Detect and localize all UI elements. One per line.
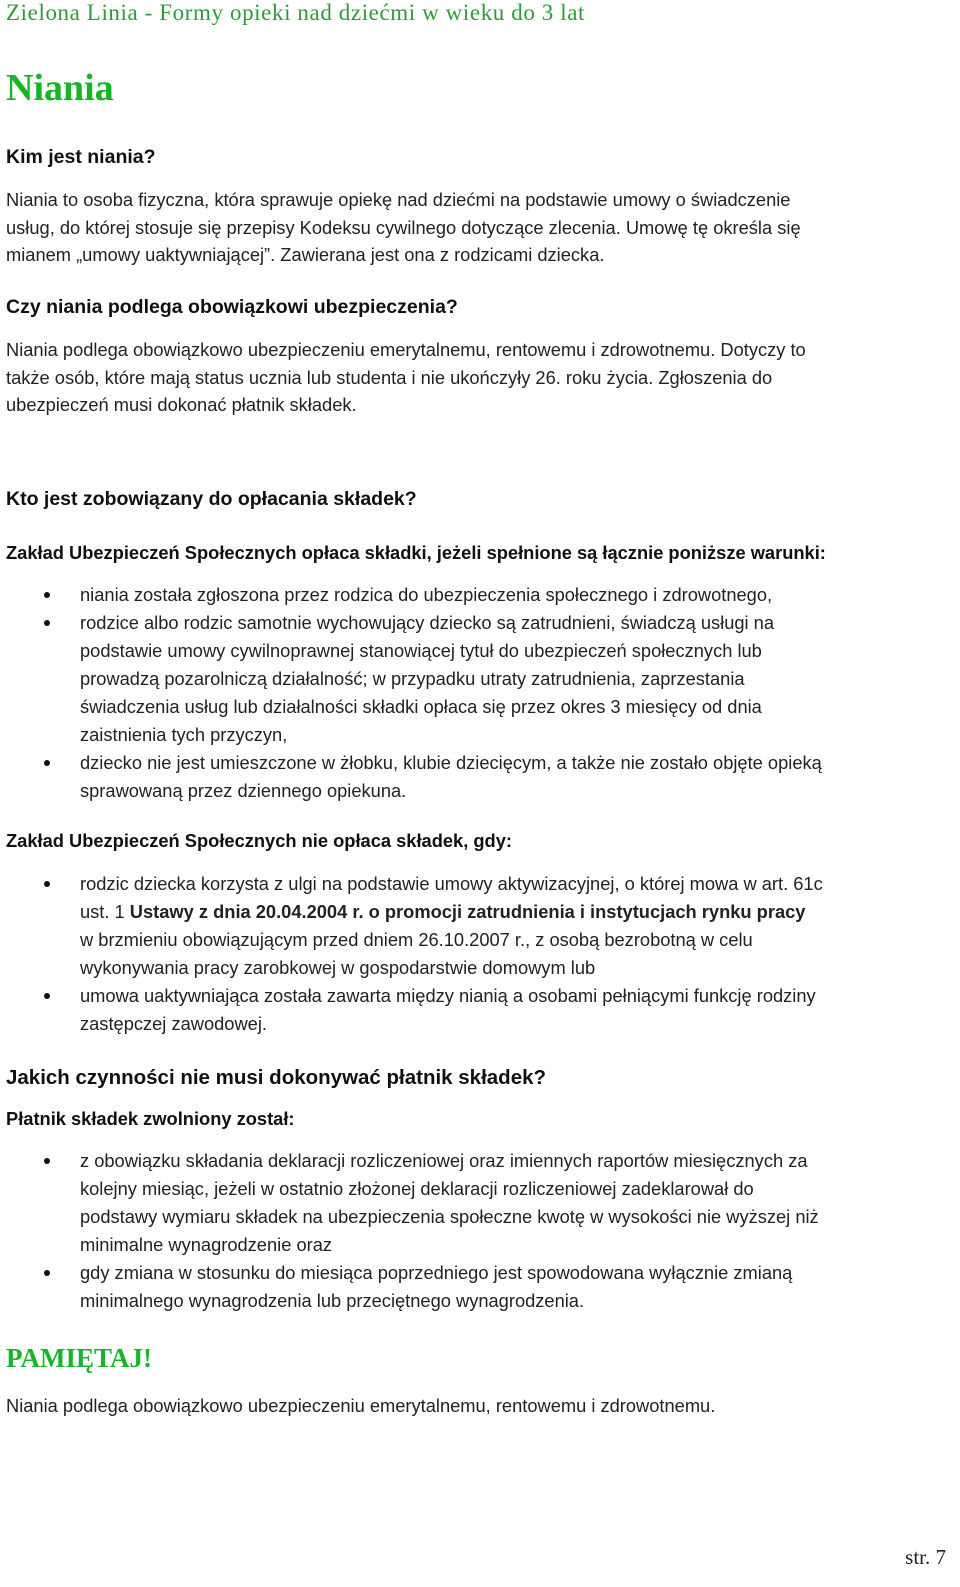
list-item [6,609,941,749]
paragraph-who-is-nanny [6,186,941,269]
text-line: w brzmieniu obowiązującym przed dniem 26.10.2007 r., z osobą bezrobotną w celu [80,929,753,950]
text-line: Niania podlega obowiązkowo ubezpieczeniu emerytalnemu, rentowemu i zdrowotnemu. [6,1395,716,1416]
list-item [6,870,941,982]
text-line: także osób, które mają status ucznia lub studenta i nie ukończyły 26. roku życia. Zgłoszenia do [6,366,773,388]
text-line: umowa uaktywniająca została zawarta między nianią a osobami pełniącymi funkcję rodziny [80,985,816,1006]
text-line: podstawy wymiaru składek na ubezpieczenia społeczne kwotę w wysokości nie wyższej niż [80,1206,819,1227]
act-date-reference: Ustawy z dnia 20.04.2004 r. [129,901,364,922]
text-line: zaistnienia tych przyczyn, [80,724,288,745]
text-line: ubezpieczeń musi dokonać płatnik składek. [6,394,357,415]
text-line: minimalnego wynagrodzenia lub przeciętnego wynagrodzenia. [80,1290,585,1311]
remember-heading: PAMIĘTAJ! [6,1343,152,1373]
text-line: świadczenia usług lub działalności składki opłaca się przez okres 3 miesięcy od dnia [80,696,762,717]
text-line: mianem „umowy uaktywniającej”. Zawierana jest ona z rodzicami dziecka. [6,244,605,265]
text-line: kolejny miesiąc, jeżeli w ostatnio złożonej deklaracji rozliczeniowej zadeklarował do [80,1178,754,1199]
paragraph-insurance-obligation [6,336,941,419]
text-line: z obowiązku składania deklaracji rozliczeniowej oraz imiennych raportów miesięcznych za [80,1150,808,1171]
text-line: podstawie umowy cywilnoprawnej stanowiącej tytuł do ubezpieczeń społecznych lub [80,640,762,661]
payer-exempted-intro: Płatnik składek zwolniony został: [6,1108,295,1129]
list-item [6,581,941,609]
text-line: minimalne wynagrodzenie oraz [80,1234,333,1255]
text-line: prowadzą pozarolniczą działalność; w przypadku utraty zatrudnienia, zaprzestania [80,668,745,689]
text-line: wykonywania pracy zarobkowej w gospodarstwie domowym lub [80,957,596,978]
heading-insurance-obligation: Czy niania podlega obowiązkowi ubezpieczenia? [6,296,458,318]
heading-who-pays-contributions: Kto jest zobowiązany do opłacania składek? [6,488,417,510]
text-line: rodzic dziecka korzysta z ulgi na podstawie umowy aktywizacyjnej, o której mowa w art. 61c [80,873,823,894]
page-title: Niania [6,67,114,109]
heading-who-is-nanny: Kim jest niania? [6,146,156,168]
list-item [6,749,941,805]
zus-pays-intro: Zakład Ubezpieczeń Społecznych opłaca składki, jeżeli spełnione są łącznie poniższe warunki: [6,542,826,563]
payer-exemptions-list [6,1147,941,1315]
text-line: Niania podlega obowiązkowo ubezpieczeniu emerytalnemu, rentowemu i zdrowotnemu. Dotyczy to [6,339,806,360]
text-line: rodzice albo rodzic samotnie wychowujący dziecko są zatrudnieni, świadczą usługi na [80,612,775,633]
page-number: str. 7 [905,1545,946,1569]
act-title-reference: o promocji zatrudnienia i instytucjach rynku pracy [368,901,806,922]
text-line: gdy zmiana w stosunku do miesiąca poprzedniego jest spowodowana wyłącznie zmianą [80,1262,793,1283]
text-line: sprawowaną przez dziennego opiekuna. [80,780,407,801]
text-line [80,898,941,926]
list-item [6,982,941,1038]
text-line: niania została zgłoszona przez rodzica do ubezpieczenia społecznego i zdrowotnego, [80,584,773,605]
zus-pays-conditions-list [6,581,941,805]
text-line: zastępczej zawodowej. [80,1013,267,1034]
zus-not-pays-intro: Zakład Ubezpieczeń Społecznych nie opłaca składek, gdy: [6,830,512,851]
zus-not-pays-list [6,870,941,1038]
text-line: usług, do której stosuje się przepisy Kodeksu cywilnego dotyczące zlecenia. Umowę tę określa się [6,216,801,238]
text-line: dziecko nie jest umieszczone w żłobku, klubie dziecięcym, a także nie zostało objęte opieką [80,752,822,773]
list-item [6,1147,941,1259]
remember-text [6,1392,941,1420]
heading-payer-exemptions: Jakich czynności nie musi dokonywać płatnik składek? [6,1066,547,1089]
text-line: Niania to osoba fizyczna, która sprawuje opiekę nad dziećmi na podstawie umowy o świadczenie [6,189,791,210]
running-header: Zielona Linia - Formy opieki nad dziećmi w wieku do 3 lat [6,0,586,25]
text-fragment: ust. 1 [80,901,130,922]
list-item [6,1259,941,1315]
